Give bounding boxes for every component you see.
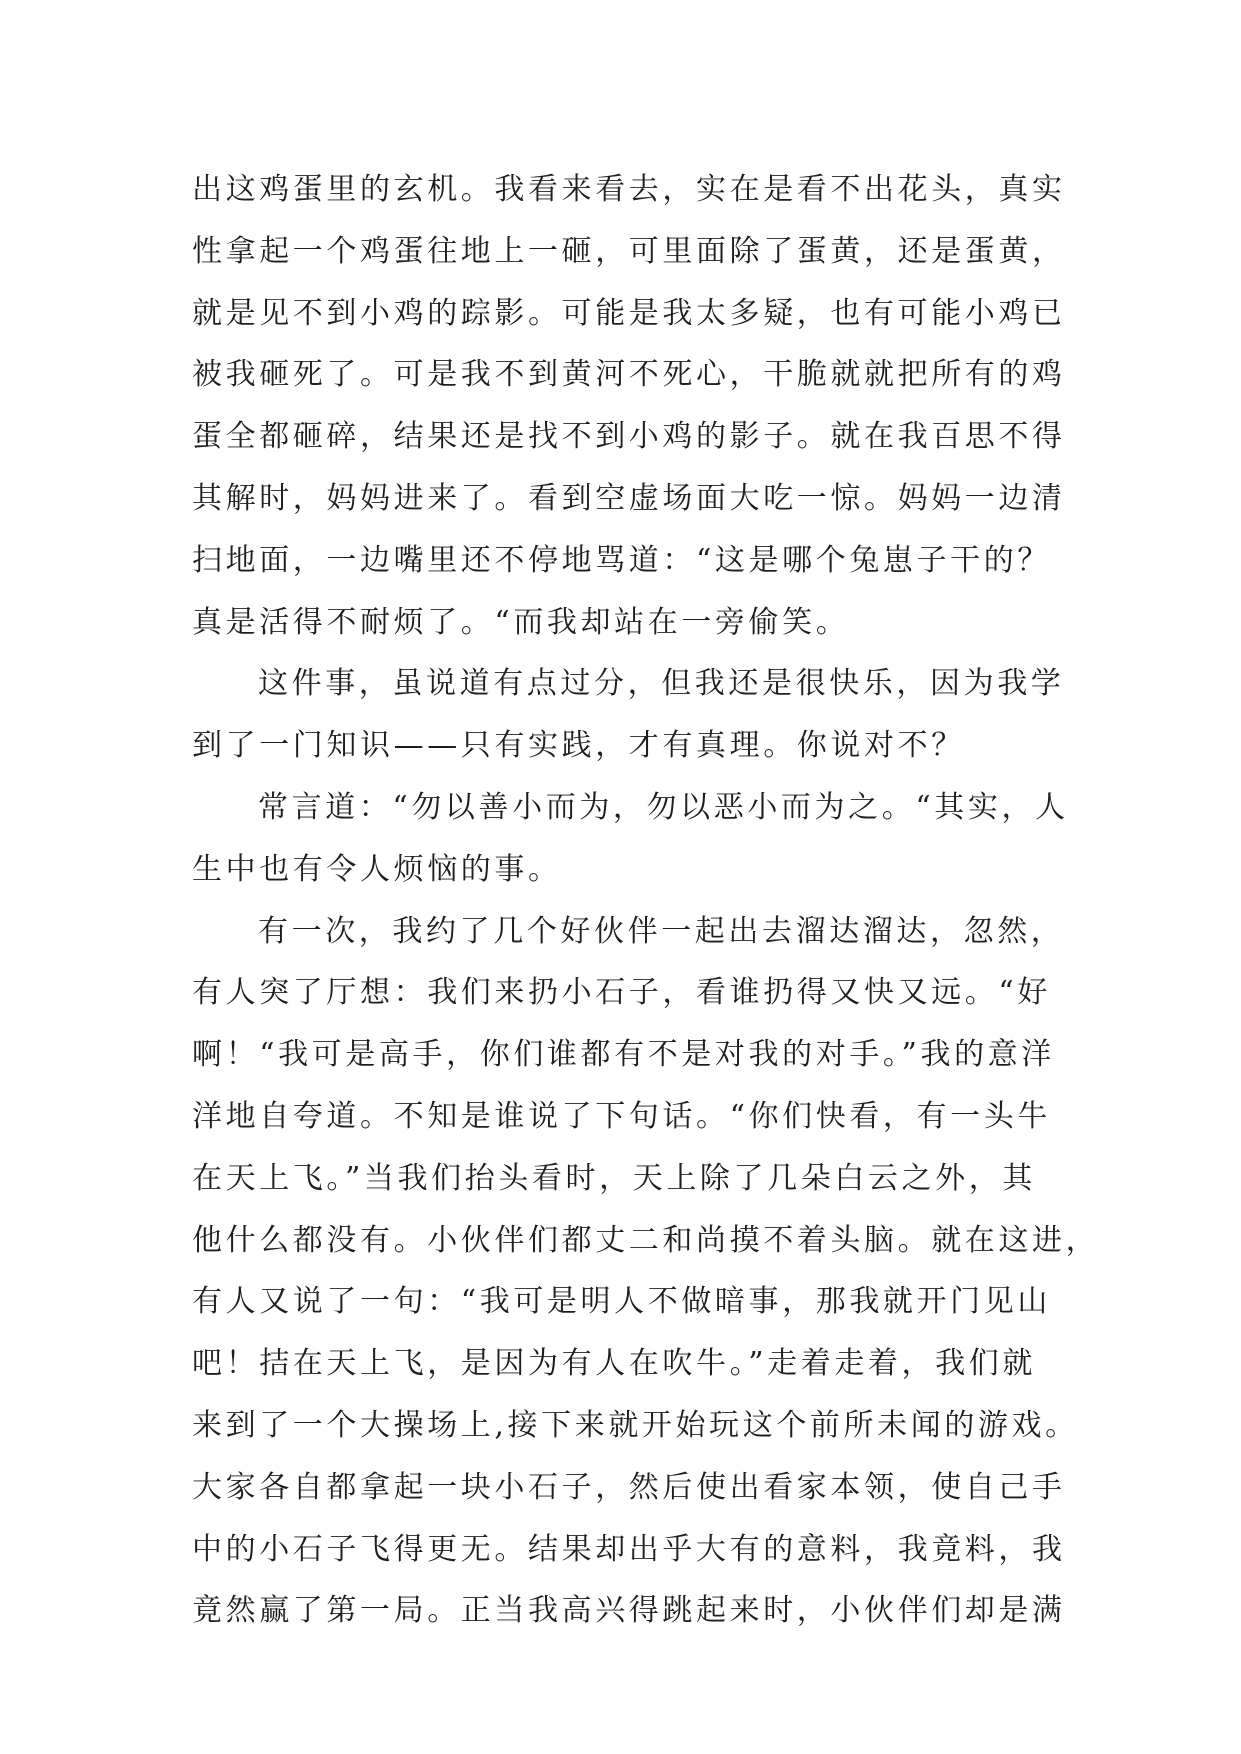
text-line: 吧！拮在天上飞，是因为有人在吹牛。”走着走着，我们就 [192, 1346, 1036, 1382]
essay-text-body [192, 159, 1100, 1642]
text-line: 常言道：“勿以善小而为，勿以恶小而为之。“其实，人 [258, 789, 1069, 825]
text-line: 大家各自都拿起一块小石子，然后使出看家本领，使自己手 [192, 1469, 1066, 1505]
text-line: 这件事，虽说道有点过分，但我还是很快乐，因为我学 [258, 666, 1065, 702]
text-line: 啊！“我可是高手，你们谁都有不是对我的对手。”我的意洋 [192, 1037, 1055, 1073]
text-line: 有人又说了一句：“我可是明人不做暗事，那我就开门见山 [192, 1284, 1051, 1320]
text-line: 有一次，我约了几个好伙伴一起出去溜达溜达，忽然， [258, 913, 1065, 949]
text-line: 性拿起一个鸡蛋往地上一砸，可里面除了蛋黄，还是蛋黄， [192, 233, 1066, 269]
text-line: 被我砸死了。可是我不到黄河不死心，干脆就就把所有的鸡 [192, 357, 1066, 393]
text-line: 蛋全都砸碎，结果还是找不到小鸡的影子。就在我百思不得 [192, 419, 1066, 455]
text-line: 就是见不到小鸡的踪影。可能是我太多疑，也有可能小鸡已 [192, 295, 1066, 331]
text-line: 来到了一个大操场上,接下来就开始玩这个前所未闻的游戏。 [192, 1407, 1079, 1443]
text-line: 洋地自夸道。不知是谁说了下句话。“你们快看，有一头牛 [192, 1098, 1051, 1134]
text-line: 他什么都没有。小伙伴们都丈二和尚摸不着头脑。就在这进， [192, 1222, 1100, 1258]
text-line: 中的小石子飞得更无。结果却出乎大有的意料，我竟料，我 [192, 1531, 1066, 1567]
text-line: 生中也有令人烦恼的事。 [192, 851, 562, 887]
text-line: 竟然赢了第一局。正当我高兴得跳起来时，小伙伴们却是满 [192, 1593, 1066, 1629]
text-line: 有人突了厅想：我们来扔小石子，看谁扔得又快又远。“好 [192, 975, 1051, 1011]
text-line: 扫地面，一边嘴里还不停地骂道：“这是哪个兔崽子干的？ [192, 542, 1051, 578]
text-line: 在天上飞。”当我们抬头看时，天上除了几朵白云之外，其 [192, 1160, 1036, 1196]
text-line: 其解时，妈妈进来了。看到空虚场面大吃一惊。妈妈一边清 [192, 480, 1066, 516]
text-line: 出这鸡蛋里的玄机。我看来看去，实在是看不出花头，真实 [192, 172, 1066, 207]
text-line: 到了一门知识——只有实践，才有真理。你说对不？ [192, 728, 965, 764]
text-line: 真是活得不耐烦了。“而我却站在一旁偷笑。 [192, 604, 850, 640]
